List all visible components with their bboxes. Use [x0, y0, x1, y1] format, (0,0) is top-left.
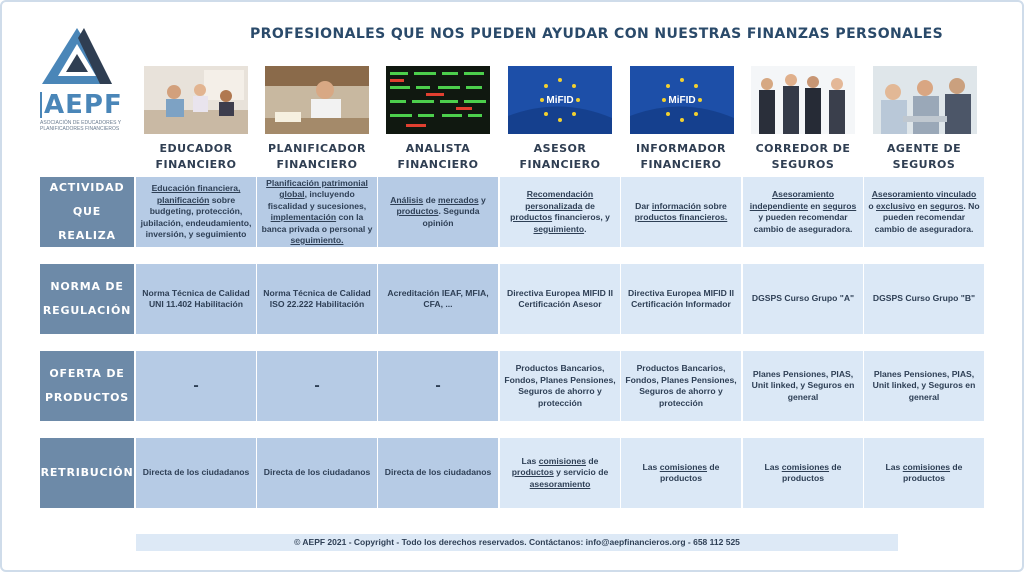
cell-actividad-agente: Asesoramiento vinculado o exclusivo en seguros. No pueden recomendar cambio de aseguradora.: [864, 177, 984, 247]
cell-retribucion-planificador: Directa de los ciudadanos: [257, 438, 377, 508]
cell-actividad-corredor: Asesoramiento independiente en seguros y pueden recomendar cambio de aseguradora.: [743, 177, 863, 247]
photo-asesor-mifid: [508, 66, 612, 134]
cell-oferta-informador: Productos Bancarios, Fondos, Planes Pensiones, Seguros de ahorro y protección: [621, 351, 741, 421]
cell-retribucion-analista: Directa de los ciudadanos: [378, 438, 498, 508]
photo-informador-mifid: [630, 66, 734, 134]
cell-actividad-asesor: Recomendación personalizada de productos financieros, y seguimiento.: [500, 177, 620, 247]
column-header-informador: INFORMADOR FINANCIERO: [635, 142, 727, 171]
cell-oferta-analista: -: [378, 351, 498, 421]
cell-retribucion-asesor: Las comisiones de productos y servicio de asesoramiento: [500, 438, 620, 508]
column-header-corredor: CORREDOR DE SEGUROS: [755, 142, 851, 171]
cell-retribucion-educador: Directa de los ciudadanos: [136, 438, 256, 508]
photo-analista: [386, 66, 490, 134]
column-header-analista: ANALISTA FINANCIERO: [397, 142, 479, 171]
cell-actividad-informador: Dar información sobre productos financieros.: [621, 177, 741, 247]
cell-retribucion-informador: Las comisiones de productos: [621, 438, 741, 508]
cell-norma-corredor: DGSPS Curso Grupo "A": [743, 264, 863, 334]
cell-norma-analista: Acreditación IEAF, MFIA, CFA, ...: [378, 264, 498, 334]
aepf-logo: [40, 26, 126, 132]
cell-norma-agente: DGSPS Curso Grupo "B": [864, 264, 984, 334]
cell-actividad-planificador: Planificación patrimonial global, incluyendo fiscalidad y sucesiones, implementación con la banca privada o personal y seguimiento.: [257, 177, 377, 247]
cell-norma-planificador: Norma Técnica de Calidad ISO 22.222 Habilitación: [257, 264, 377, 334]
logo-subtitle: ASOCIACIÓN DE EDUCADORES Y PLANIFICADORES FINANCIEROS: [40, 120, 121, 132]
row-label-actividad: ACTIVIDAD QUE REALIZA: [40, 177, 134, 247]
photo-corredor: [751, 66, 855, 134]
cell-oferta-asesor: Productos Bancarios, Fondos, Planes Pensiones, Seguros de ahorro y protección: [500, 351, 620, 421]
cell-actividad-analista: Análisis de mercados y productos. Segunda opinión: [378, 177, 498, 247]
photo-educador: [144, 66, 248, 134]
footer-copyright: © AEPF 2021 - Copyright - Todo los derechos reservados. Contáctanos: info@aepfinancieros.org - 658 112 525: [136, 534, 898, 551]
cell-norma-educador: Norma Técnica de Calidad UNI 11.402 Habilitación: [136, 264, 256, 334]
cell-oferta-educador: -: [136, 351, 256, 421]
cell-oferta-planificador: -: [257, 351, 377, 421]
cell-norma-informador: Directiva Europea MIFID II Certificación Informador: [621, 264, 741, 334]
mifid-label: MiFID: [668, 95, 696, 106]
column-header-asesor: ASESOR FINANCIERO: [519, 142, 601, 171]
cell-retribucion-agente: Las comisiones de productos: [864, 438, 984, 508]
cell-oferta-agente: Planes Pensiones, PIAS, Unit linked, y Seguros en general: [864, 351, 984, 421]
mifid-label: MiFID: [546, 95, 574, 106]
column-header-agente: AGENTE DE SEGUROS: [886, 142, 962, 171]
row-label-retribucion: RETRIBUCIÓN: [40, 438, 134, 508]
photo-agente: [873, 66, 977, 134]
logo-triangle-icon: [40, 26, 114, 86]
column-header-educador: EDUCADOR FINANCIERO: [155, 142, 237, 171]
row-label-oferta: OFERTA DE PRODUCTOS: [40, 351, 134, 421]
cell-actividad-educador: Educación financiera, planificación sobre budgeting, protección, jubilación, endeudamiento, inversión, y seguimiento: [136, 177, 256, 247]
cell-retribucion-corredor: Las comisiones de productos: [743, 438, 863, 508]
column-header-planificador: PLANIFICADOR FINANCIERO: [267, 142, 367, 171]
logo-text: AEPF: [40, 92, 126, 118]
photo-planificador: [265, 66, 369, 134]
row-label-norma: NORMA DE REGULACIÓN: [40, 264, 134, 334]
cell-norma-asesor: Directiva Europea MIFID II Certificación Asesor: [500, 264, 620, 334]
cell-oferta-corredor: Planes Pensiones, PIAS, Unit linked, y Seguros en general: [743, 351, 863, 421]
page-title: PROFESIONALES QUE NOS PUEDEN AYUDAR CON NUESTRAS FINANZAS PERSONALES: [250, 26, 944, 42]
